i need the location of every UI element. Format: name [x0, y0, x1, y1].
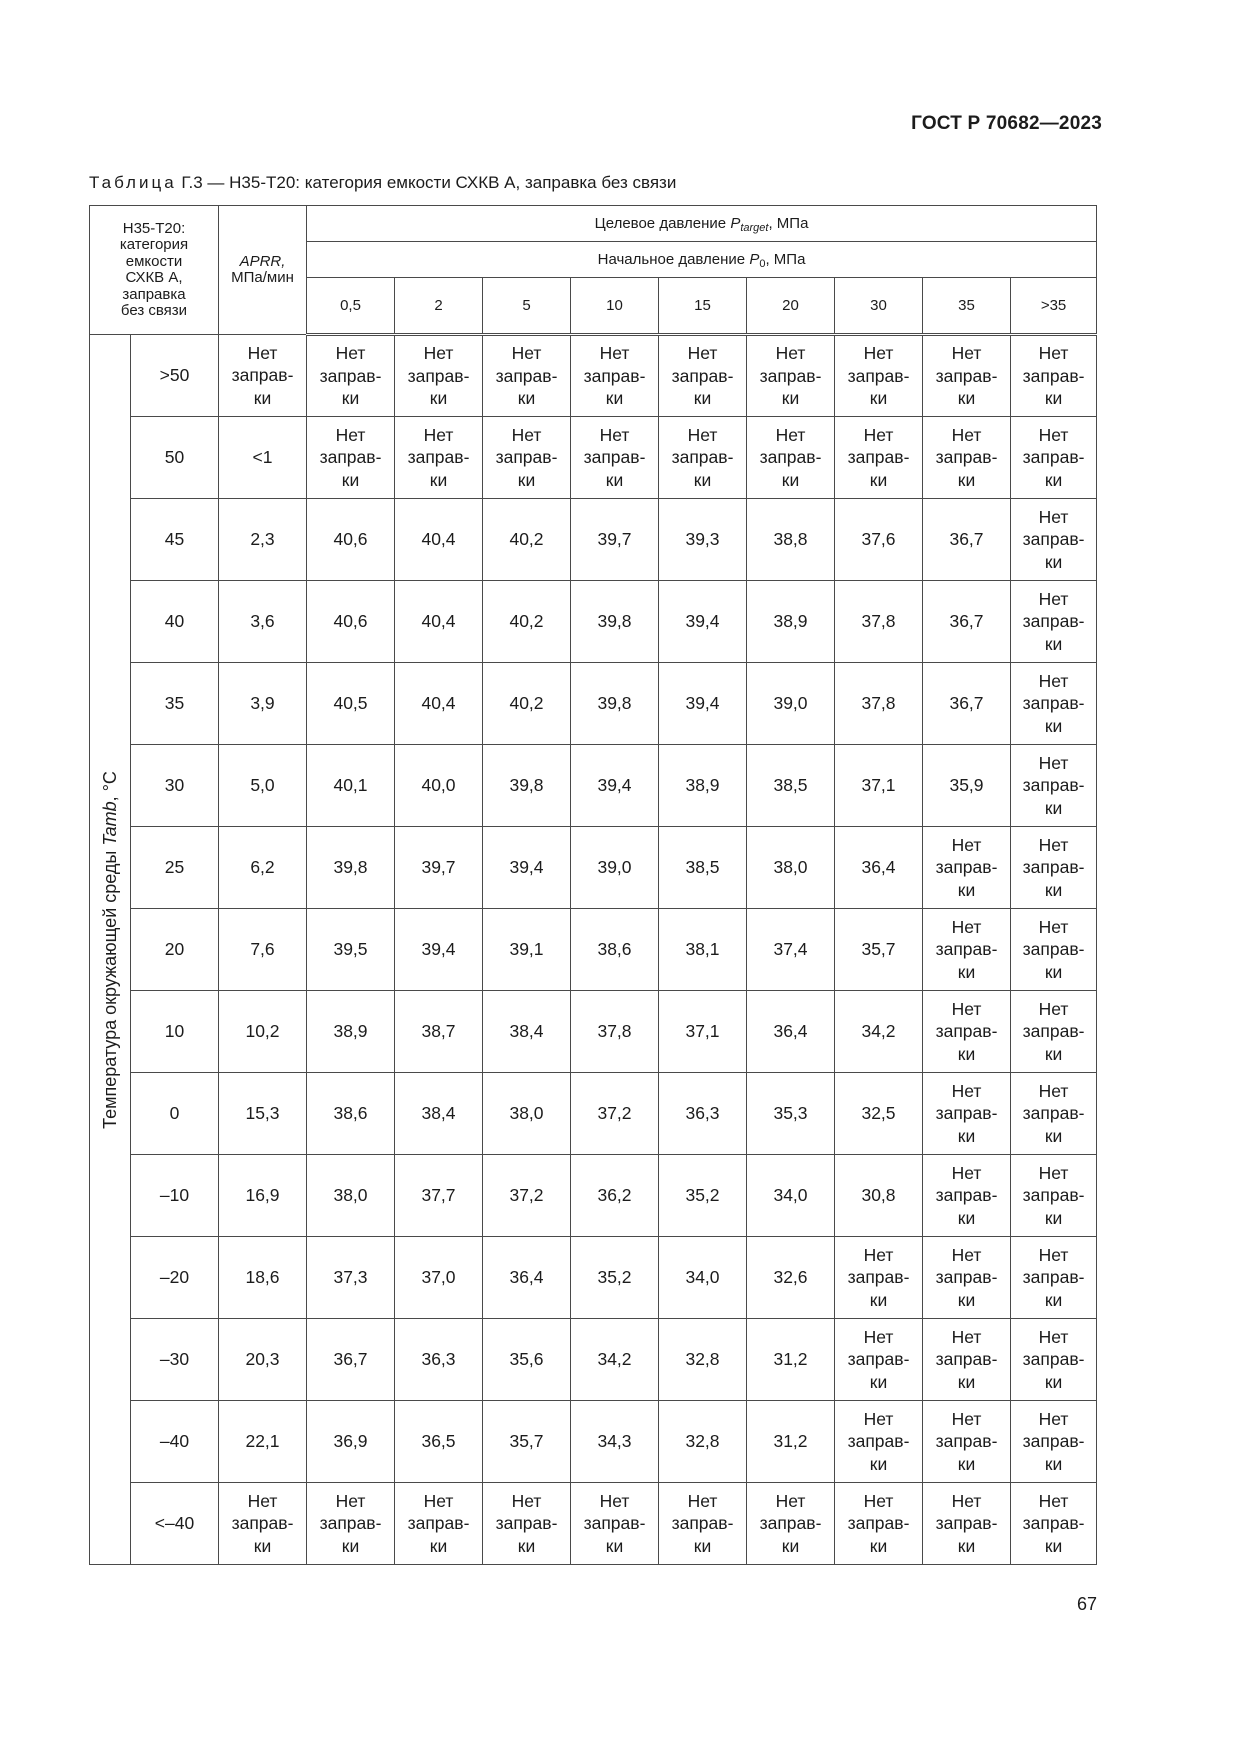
- target-pressure-cell: 39,5: [307, 909, 395, 991]
- target-pressure-cell: [1011, 745, 1097, 827]
- target-pressure-cell: [659, 335, 747, 417]
- target-pressure-cell: 36,7: [923, 499, 1011, 581]
- target-pressure-cell: [1011, 827, 1097, 909]
- target-pressure-cell: 35,3: [747, 1073, 835, 1155]
- no-fill-text: Нет заправ- ки: [1022, 916, 1085, 982]
- table-row: [90, 663, 1097, 745]
- table-corner-label: H35-T20: категория емкости СХКВ А, заправка без связи: [90, 206, 219, 335]
- table-row: [90, 909, 1097, 991]
- target-pressure-cell: [395, 1483, 483, 1565]
- target-pressure-cell: 40,4: [395, 499, 483, 581]
- target-pressure-cell: [571, 1483, 659, 1565]
- target-pressure-cell: [835, 1401, 923, 1483]
- table-row: [90, 827, 1097, 909]
- initial-pressure-value: 20: [747, 278, 835, 335]
- target-pressure-cell: 38,0: [747, 827, 835, 909]
- no-fill-text: Нет заправ- ки: [231, 342, 294, 408]
- target-pressure-cell: [747, 417, 835, 499]
- target-pressure-cell: [1011, 1237, 1097, 1319]
- no-fill-text: Нет заправ- ки: [1022, 752, 1085, 818]
- initial-pressure-value: 2: [395, 278, 483, 335]
- target-pressure-cell: 38,6: [571, 909, 659, 991]
- target-pressure-cell: 32,8: [659, 1319, 747, 1401]
- no-fill-text: Нет заправ- ки: [231, 1490, 294, 1556]
- temperature-cell: –30: [131, 1319, 219, 1401]
- table-row: [90, 1401, 1097, 1483]
- target-pressure-cell: [659, 417, 747, 499]
- initial-pressure-value: 35: [923, 278, 1011, 335]
- target-pressure-cell: 36,3: [395, 1319, 483, 1401]
- target-pressure-cell: [1011, 1319, 1097, 1401]
- target-pressure-cell: 37,1: [835, 745, 923, 827]
- target-pressure-cell: 35,7: [835, 909, 923, 991]
- no-fill-text: Нет заправ- ки: [935, 424, 998, 490]
- no-fill-text: Нет заправ- ки: [847, 343, 910, 409]
- aprr-cell: 3,6: [219, 581, 307, 663]
- target-pressure-cell: [835, 1237, 923, 1319]
- no-fill-text: Нет заправ- ки: [847, 424, 910, 490]
- target-pressure-cell: 39,3: [659, 499, 747, 581]
- table-row: [90, 1319, 1097, 1401]
- target-pressure-cell: [1011, 335, 1097, 417]
- initial-pressure-value: 15: [659, 278, 747, 335]
- target-pressure-cell: 38,1: [659, 909, 747, 991]
- target-pressure-cell: 39,4: [659, 581, 747, 663]
- aprr-cell: 16,9: [219, 1155, 307, 1237]
- target-pressure-cell: [395, 417, 483, 499]
- target-pressure-cell: 39,0: [747, 663, 835, 745]
- no-fill-text: Нет заправ- ки: [1022, 834, 1085, 900]
- no-fill-text: Нет заправ- ки: [1022, 1162, 1085, 1228]
- table-row: [90, 1237, 1097, 1319]
- no-fill-text: Нет заправ- ки: [671, 1490, 734, 1556]
- aprr-cell: 2,3: [219, 499, 307, 581]
- target-pressure-cell: 38,9: [659, 745, 747, 827]
- target-pressure-cell: 40,0: [395, 745, 483, 827]
- target-pressure-cell: 37,4: [747, 909, 835, 991]
- target-pressure-cell: 39,4: [483, 827, 571, 909]
- target-pressure-cell: 38,4: [483, 991, 571, 1073]
- target-pressure-cell: 39,8: [307, 827, 395, 909]
- target-pressure-cell: 38,0: [307, 1155, 395, 1237]
- target-pressure-cell: [835, 417, 923, 499]
- temperature-cell: 50: [131, 417, 219, 499]
- aprr-cell: 20,3: [219, 1319, 307, 1401]
- target-pressure-cell: 36,4: [835, 827, 923, 909]
- no-fill-text: Нет заправ- ки: [495, 343, 558, 409]
- no-fill-text: Нет заправ- ки: [671, 424, 734, 490]
- aprr-cell: 10,2: [219, 991, 307, 1073]
- target-pressure-cell: 39,4: [395, 909, 483, 991]
- target-pressure-cell: 36,5: [395, 1401, 483, 1483]
- temperature-cell: 45: [131, 499, 219, 581]
- no-fill-text: Нет заправ- ки: [407, 343, 470, 409]
- initial-pressure-value: 5: [483, 278, 571, 335]
- no-fill-text: Нет заправ- ки: [847, 1408, 910, 1474]
- target-pressure-cell: 31,2: [747, 1319, 835, 1401]
- no-fill-text: Нет заправ- ки: [583, 343, 646, 409]
- target-pressure-cell: [1011, 499, 1097, 581]
- target-pressure-cell: 38,8: [747, 499, 835, 581]
- no-fill-text: Нет заправ- ки: [759, 343, 822, 409]
- table-row: [90, 1483, 1097, 1565]
- table-row: [90, 417, 1097, 499]
- table-row: [90, 991, 1097, 1073]
- no-fill-text: Нет заправ- ки: [319, 1490, 382, 1556]
- target-pressure-cell: 37,1: [659, 991, 747, 1073]
- target-pressure-cell: [923, 1401, 1011, 1483]
- no-fill-text: Нет заправ- ки: [407, 1490, 470, 1556]
- target-pressure-cell: [307, 335, 395, 417]
- target-pressure-cell: [1011, 1155, 1097, 1237]
- no-fill-text: Нет заправ- ки: [935, 1490, 998, 1556]
- no-fill-text: Нет заправ- ки: [1022, 670, 1085, 736]
- target-pressure-cell: 30,8: [835, 1155, 923, 1237]
- target-pressure-cell: [923, 909, 1011, 991]
- aprr-cell: 22,1: [219, 1401, 307, 1483]
- target-pressure-cell: 38,9: [747, 581, 835, 663]
- no-fill-text: Нет заправ- ки: [1022, 588, 1085, 654]
- no-fill-text: Нет заправ- ки: [495, 1490, 558, 1556]
- target-pressure-cell: 40,2: [483, 581, 571, 663]
- initial-pressure-value: >35: [1011, 278, 1097, 335]
- page-number: 67: [1076, 1594, 1097, 1614]
- temperature-cell: –20: [131, 1237, 219, 1319]
- no-fill-text: Нет заправ- ки: [935, 1244, 998, 1310]
- no-fill-text: Нет заправ- ки: [935, 1408, 998, 1474]
- target-pressure-cell: 35,6: [483, 1319, 571, 1401]
- target-pressure-cell: 37,2: [571, 1073, 659, 1155]
- target-pressure-cell: [747, 1483, 835, 1565]
- target-pressure-cell: 40,1: [307, 745, 395, 827]
- target-pressure-cell: 39,7: [395, 827, 483, 909]
- no-fill-text: Нет заправ- ки: [1022, 1326, 1085, 1392]
- target-pressure-cell: 32,8: [659, 1401, 747, 1483]
- target-pressure-cell: 37,6: [835, 499, 923, 581]
- target-pressure-cell: [1011, 991, 1097, 1073]
- target-pressure-cell: [1011, 581, 1097, 663]
- target-pressure-cell: 40,6: [307, 581, 395, 663]
- target-pressure-cell: [923, 991, 1011, 1073]
- no-fill-text: Нет заправ- ки: [1022, 998, 1085, 1064]
- target-pressure-cell: 37,7: [395, 1155, 483, 1237]
- target-pressure-cell: 38,5: [747, 745, 835, 827]
- target-pressure-cell: 35,7: [483, 1401, 571, 1483]
- target-pressure-cell: 39,8: [571, 581, 659, 663]
- target-pressure-cell: [571, 335, 659, 417]
- no-fill-text: Нет заправ- ки: [935, 916, 998, 982]
- ambient-temperature-label: Температура окружающей среды Tamb, °С: [90, 335, 131, 1565]
- target-pressure-cell: [923, 1155, 1011, 1237]
- no-fill-text: Нет заправ- ки: [1022, 1080, 1085, 1146]
- refueling-table: [89, 205, 1097, 1565]
- no-fill-text: Нет заправ- ки: [847, 1244, 910, 1310]
- table-row: [90, 499, 1097, 581]
- aprr-cell: [219, 335, 307, 417]
- no-fill-text: Нет заправ- ки: [1022, 506, 1085, 572]
- target-pressure-cell: [483, 1483, 571, 1565]
- target-pressure-cell: [395, 335, 483, 417]
- target-pressure-cell: 39,0: [571, 827, 659, 909]
- temperature-cell: >50: [131, 335, 219, 417]
- target-pressure-cell: [923, 1073, 1011, 1155]
- temperature-cell: 30: [131, 745, 219, 827]
- temperature-cell: –40: [131, 1401, 219, 1483]
- target-pressure-cell: 35,2: [571, 1237, 659, 1319]
- target-pressure-cell: 39,4: [571, 745, 659, 827]
- aprr-cell: 15,3: [219, 1073, 307, 1155]
- target-pressure-cell: 34,0: [659, 1237, 747, 1319]
- caption-lead: Таблица: [89, 173, 177, 192]
- target-pressure-cell: [659, 1483, 747, 1565]
- target-pressure-cell: 32,5: [835, 1073, 923, 1155]
- target-pressure-cell: 37,8: [835, 663, 923, 745]
- no-fill-text: Нет заправ- ки: [847, 1326, 910, 1392]
- target-pressure-cell: 36,4: [483, 1237, 571, 1319]
- target-pressure-cell: [307, 417, 395, 499]
- target-pressure-cell: [307, 1483, 395, 1565]
- target-pressure-cell: [835, 1483, 923, 1565]
- target-pressure-cell: 34,2: [571, 1319, 659, 1401]
- target-pressure-cell: [483, 335, 571, 417]
- target-pressure-cell: [1011, 663, 1097, 745]
- aprr-header: APRR, МПа/мин: [219, 206, 307, 335]
- target-pressure-cell: 38,0: [483, 1073, 571, 1155]
- aprr-cell: 5,0: [219, 745, 307, 827]
- no-fill-text: Нет заправ- ки: [759, 424, 822, 490]
- initial-pressure-value: 0,5: [307, 278, 395, 335]
- target-pressure-cell: 38,7: [395, 991, 483, 1073]
- temperature-cell: 20: [131, 909, 219, 991]
- no-fill-text: Нет заправ- ки: [935, 1080, 998, 1146]
- target-pressure-cell: [747, 335, 835, 417]
- no-fill-text: Нет заправ- ки: [847, 1490, 910, 1556]
- target-pressure-cell: 38,5: [659, 827, 747, 909]
- no-fill-text: Нет заправ- ки: [583, 424, 646, 490]
- target-pressure-cell: 40,2: [483, 499, 571, 581]
- target-pressure-cell: 38,6: [307, 1073, 395, 1155]
- aprr-cell: 6,2: [219, 827, 307, 909]
- no-fill-text: Нет заправ- ки: [935, 1162, 998, 1228]
- target-pressure-cell: 40,5: [307, 663, 395, 745]
- target-pressure-header: Целевое давление $P_{target}$, МПа: [307, 206, 1097, 242]
- target-pressure-cell: 40,6: [307, 499, 395, 581]
- target-pressure-cell: [923, 1237, 1011, 1319]
- target-pressure-cell: 36,2: [571, 1155, 659, 1237]
- temperature-cell: <–40: [131, 1483, 219, 1565]
- table-caption: [89, 173, 676, 193]
- temperature-cell: 25: [131, 827, 219, 909]
- temperature-cell: 40: [131, 581, 219, 663]
- target-pressure-cell: 38,9: [307, 991, 395, 1073]
- target-pressure-cell: 36,9: [307, 1401, 395, 1483]
- table-row: [90, 1155, 1097, 1237]
- target-pressure-cell: 35,9: [923, 745, 1011, 827]
- initial-pressure-header: Начальное давление $P_0$, МПа: [307, 242, 1097, 278]
- target-pressure-cell: 40,4: [395, 663, 483, 745]
- target-pressure-cell: 34,2: [835, 991, 923, 1073]
- target-pressure-cell: 37,0: [395, 1237, 483, 1319]
- aprr-cell: 3,9: [219, 663, 307, 745]
- target-pressure-cell: 35,2: [659, 1155, 747, 1237]
- target-pressure-cell: 36,4: [747, 991, 835, 1073]
- aprr-cell: 7,6: [219, 909, 307, 991]
- target-pressure-cell: 34,0: [747, 1155, 835, 1237]
- temperature-cell: 10: [131, 991, 219, 1073]
- table-row: [90, 335, 1097, 417]
- target-pressure-cell: 37,8: [835, 581, 923, 663]
- table-row: [90, 1073, 1097, 1155]
- target-pressure-cell: 34,3: [571, 1401, 659, 1483]
- no-fill-text: Нет заправ- ки: [1022, 1244, 1085, 1310]
- no-fill-text: Нет заправ- ки: [759, 1490, 822, 1556]
- target-pressure-cell: [1011, 909, 1097, 991]
- caption-text: Г.3 — H35-T20: категория емкости СХКВ А, заправка без связи: [176, 173, 677, 192]
- target-pressure-cell: [923, 827, 1011, 909]
- target-pressure-cell: 37,8: [571, 991, 659, 1073]
- no-fill-text: Нет заправ- ки: [671, 343, 734, 409]
- target-pressure-cell: [1011, 417, 1097, 499]
- target-pressure-cell: [923, 335, 1011, 417]
- document-code: ГОСТ Р 70682—2023: [911, 113, 1102, 134]
- target-pressure-cell: 36,7: [923, 663, 1011, 745]
- aprr-cell: [219, 1483, 307, 1565]
- target-pressure-cell: 37,2: [483, 1155, 571, 1237]
- target-pressure-cell: [483, 417, 571, 499]
- aprr-cell: 18,6: [219, 1237, 307, 1319]
- no-fill-text: Нет заправ- ки: [495, 424, 558, 490]
- target-pressure-cell: 39,4: [659, 663, 747, 745]
- target-pressure-cell: 40,4: [395, 581, 483, 663]
- temperature-cell: 0: [131, 1073, 219, 1155]
- target-pressure-cell: [923, 1319, 1011, 1401]
- target-pressure-cell: [835, 335, 923, 417]
- no-fill-text: Нет заправ- ки: [407, 424, 470, 490]
- target-pressure-cell: 36,7: [307, 1319, 395, 1401]
- no-fill-text: Нет заправ- ки: [935, 343, 998, 409]
- no-fill-text: Нет заправ- ки: [935, 998, 998, 1064]
- table-row: [90, 581, 1097, 663]
- no-fill-text: Нет заправ- ки: [319, 424, 382, 490]
- no-fill-text: Нет заправ- ки: [935, 834, 998, 900]
- no-fill-text: Нет заправ- ки: [1022, 1408, 1085, 1474]
- no-fill-text: Нет заправ- ки: [1022, 343, 1085, 409]
- no-fill-text: Нет заправ- ки: [583, 1490, 646, 1556]
- target-pressure-cell: 39,7: [571, 499, 659, 581]
- target-pressure-cell: [923, 1483, 1011, 1565]
- target-pressure-cell: 36,3: [659, 1073, 747, 1155]
- target-pressure-cell: 39,8: [483, 745, 571, 827]
- no-fill-text: Нет заправ- ки: [1022, 424, 1085, 490]
- target-pressure-cell: 32,6: [747, 1237, 835, 1319]
- no-fill-text: Нет заправ- ки: [1022, 1490, 1085, 1556]
- target-pressure-cell: [1011, 1483, 1097, 1565]
- temperature-cell: 35: [131, 663, 219, 745]
- initial-pressure-value: 30: [835, 278, 923, 335]
- no-fill-text: Нет заправ- ки: [319, 343, 382, 409]
- target-pressure-cell: 37,3: [307, 1237, 395, 1319]
- target-pressure-cell: 40,2: [483, 663, 571, 745]
- target-pressure-cell: 31,2: [747, 1401, 835, 1483]
- table-row: [90, 745, 1097, 827]
- target-pressure-cell: 38,4: [395, 1073, 483, 1155]
- target-pressure-cell: [571, 417, 659, 499]
- target-pressure-cell: [1011, 1401, 1097, 1483]
- target-pressure-cell: [835, 1319, 923, 1401]
- target-pressure-cell: [1011, 1073, 1097, 1155]
- no-fill-text: Нет заправ- ки: [935, 1326, 998, 1392]
- target-pressure-cell: [923, 417, 1011, 499]
- temperature-cell: –10: [131, 1155, 219, 1237]
- target-pressure-cell: 36,7: [923, 581, 1011, 663]
- target-pressure-cell: 39,1: [483, 909, 571, 991]
- target-pressure-cell: 39,8: [571, 663, 659, 745]
- aprr-cell: <1: [219, 417, 307, 499]
- initial-pressure-value: 10: [571, 278, 659, 335]
